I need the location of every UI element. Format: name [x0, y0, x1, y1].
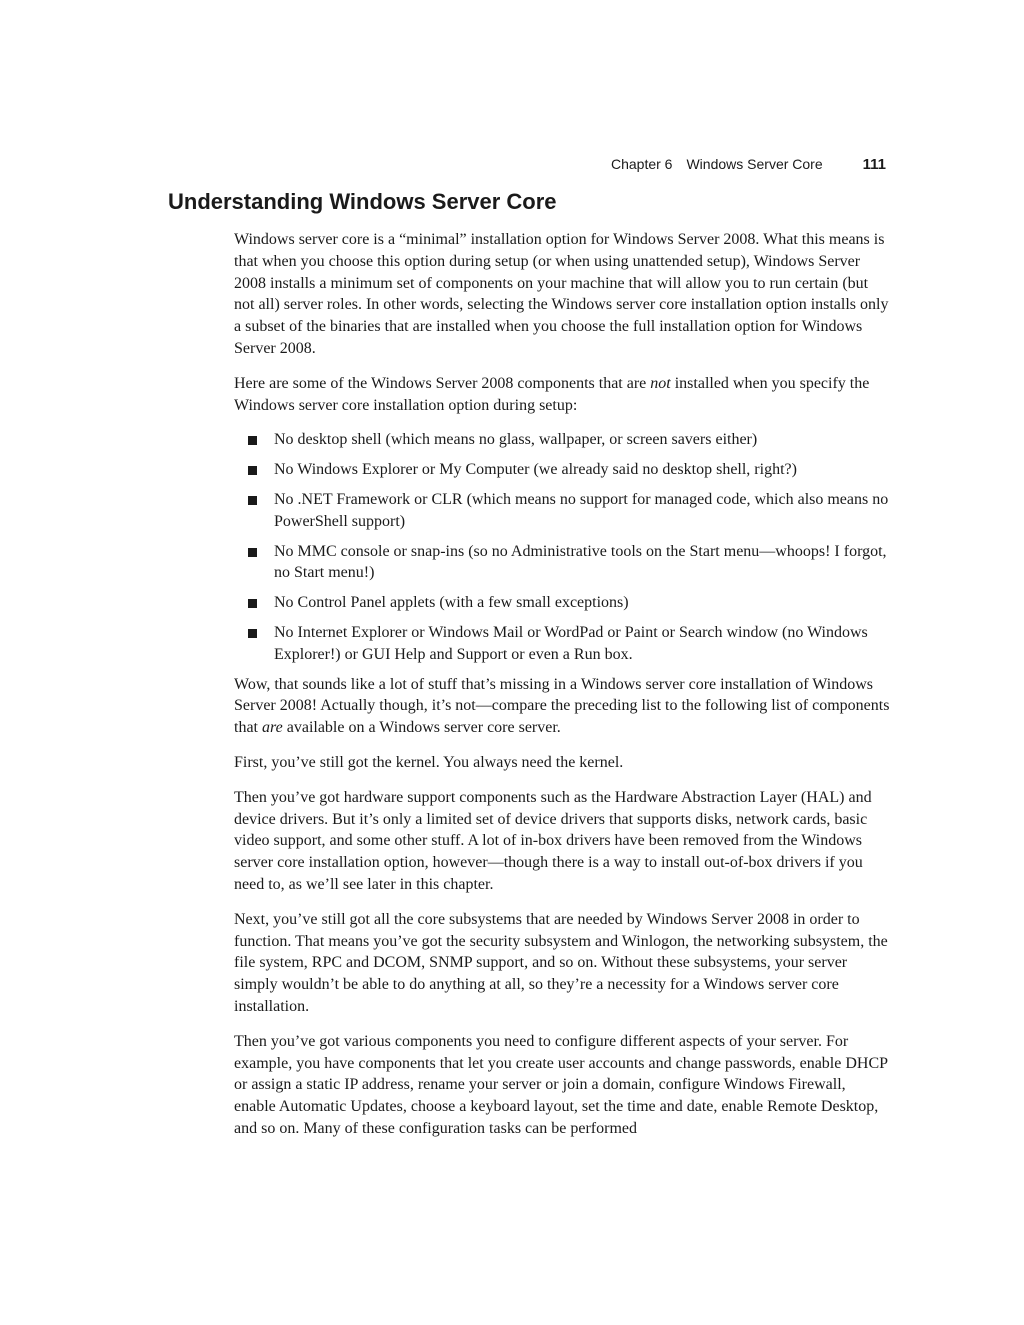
list-item: [234, 541, 890, 585]
square-bullet-icon: [248, 548, 257, 557]
list-item-text: No .NET Framework or CLR (which means no support for managed code, which also means no PowerShell support): [274, 490, 889, 530]
text-run: installed when you specify the Windows server core installation option during setup:: [234, 374, 870, 414]
list-item-text: No Internet Explorer or Windows Mail or WordPad or Paint or Search window (no Windows Explorer!) or GUI Help and Support or even a Run box.: [274, 623, 868, 663]
paragraph: [234, 674, 890, 739]
list-item-text: No Windows Explorer or My Computer (we already said no desktop shell, right?): [274, 461, 797, 479]
body-text: [234, 229, 890, 1153]
list-item: [234, 459, 890, 481]
square-bullet-icon: [248, 629, 257, 638]
list-item: [234, 622, 890, 666]
square-bullet-icon: [248, 466, 257, 475]
square-bullet-icon: [248, 496, 257, 505]
list-item: [234, 489, 890, 533]
running-header: [611, 156, 886, 173]
square-bullet-icon: [248, 436, 257, 445]
paragraph: Then you’ve got various components you need to configure different aspects of your server. For example, you have components that let you create user accounts and change passwords, enable DHCP or assign a static IP address, rename your server or join a domain, configure Windows Firewall, enable Automatic Updates, choose a keyboard layout, set the time and date, enable Remote Desktop, and so on. Many of these configuration tasks can be performed: [234, 1032, 888, 1137]
page-number: 111: [862, 156, 886, 173]
emphasis: not: [650, 374, 671, 392]
emphasis: are: [262, 719, 283, 737]
list-item-text: No Control Panel applets (with a few small exceptions): [274, 594, 629, 612]
list-item: [234, 592, 890, 614]
paragraph: Windows server core is a “minimal” installation option for Windows Server 2008. What this means is that when you choose this option during setup (or when using unattended setup), Windows Server 2008 installs a minimum set of components on your machine that will allow you to run certain (but not all) server roles. In other words, selecting the Windows server core installation option installs only a subset of the binaries that are installed when you choose the full installation option for Windows Server 2008.: [234, 231, 889, 357]
bullet-list: [234, 429, 890, 665]
paragraph: [234, 373, 890, 417]
paragraph: First, you’ve still got the kernel. You always need the kernel.: [234, 753, 624, 771]
chapter-title: Windows Server Core: [686, 156, 823, 172]
text-run: available on a Windows server core server.: [282, 719, 561, 737]
text-run: Wow, that sounds like a lot of stuff that’s missing in a Windows server core installation of Windows Server 2008! Actually though, it’s not—compare the preceding list to the following list of components that: [234, 675, 890, 737]
square-bullet-icon: [248, 599, 257, 608]
chapter-label: Chapter 6: [610, 156, 673, 172]
list-item: [234, 429, 890, 451]
paragraph: Next, you’ve still got all the core subsystems that are needed by Windows Server 2008 in order to function. That means you’ve got the security subsystem and Winlogon, the networking subsystem, the file system, RPC and DCOM, SNMP support, and so on. Without these subsystems, your server simply wouldn’t be able to do anything at all, so they’re a necessity for a Windows server core installation.: [234, 910, 888, 1015]
list-item-text: No MMC console or snap-ins (so no Administrative tools on the Start menu—whoops! I forgot, no Start menu!): [274, 542, 887, 582]
paragraph: Then you’ve got hardware support components such as the Hardware Abstraction Layer (HAL) and device drivers. But it’s only a limited set of device drivers that supports disks, network cards, basic video support, and some other stuff. A lot of in-box drivers have been removed from the Windows server core installation option, however—though there is a way to install out-of-box drivers if you need to, as we’ll see later in this chapter.: [234, 788, 872, 893]
list-item-text: No desktop shell (which means no glass, wallpaper, or screen savers either): [274, 431, 758, 449]
section-heading: Understanding Windows Server Core: [168, 189, 557, 214]
text-run: Here are some of the Windows Server 2008 components that are: [234, 374, 651, 392]
